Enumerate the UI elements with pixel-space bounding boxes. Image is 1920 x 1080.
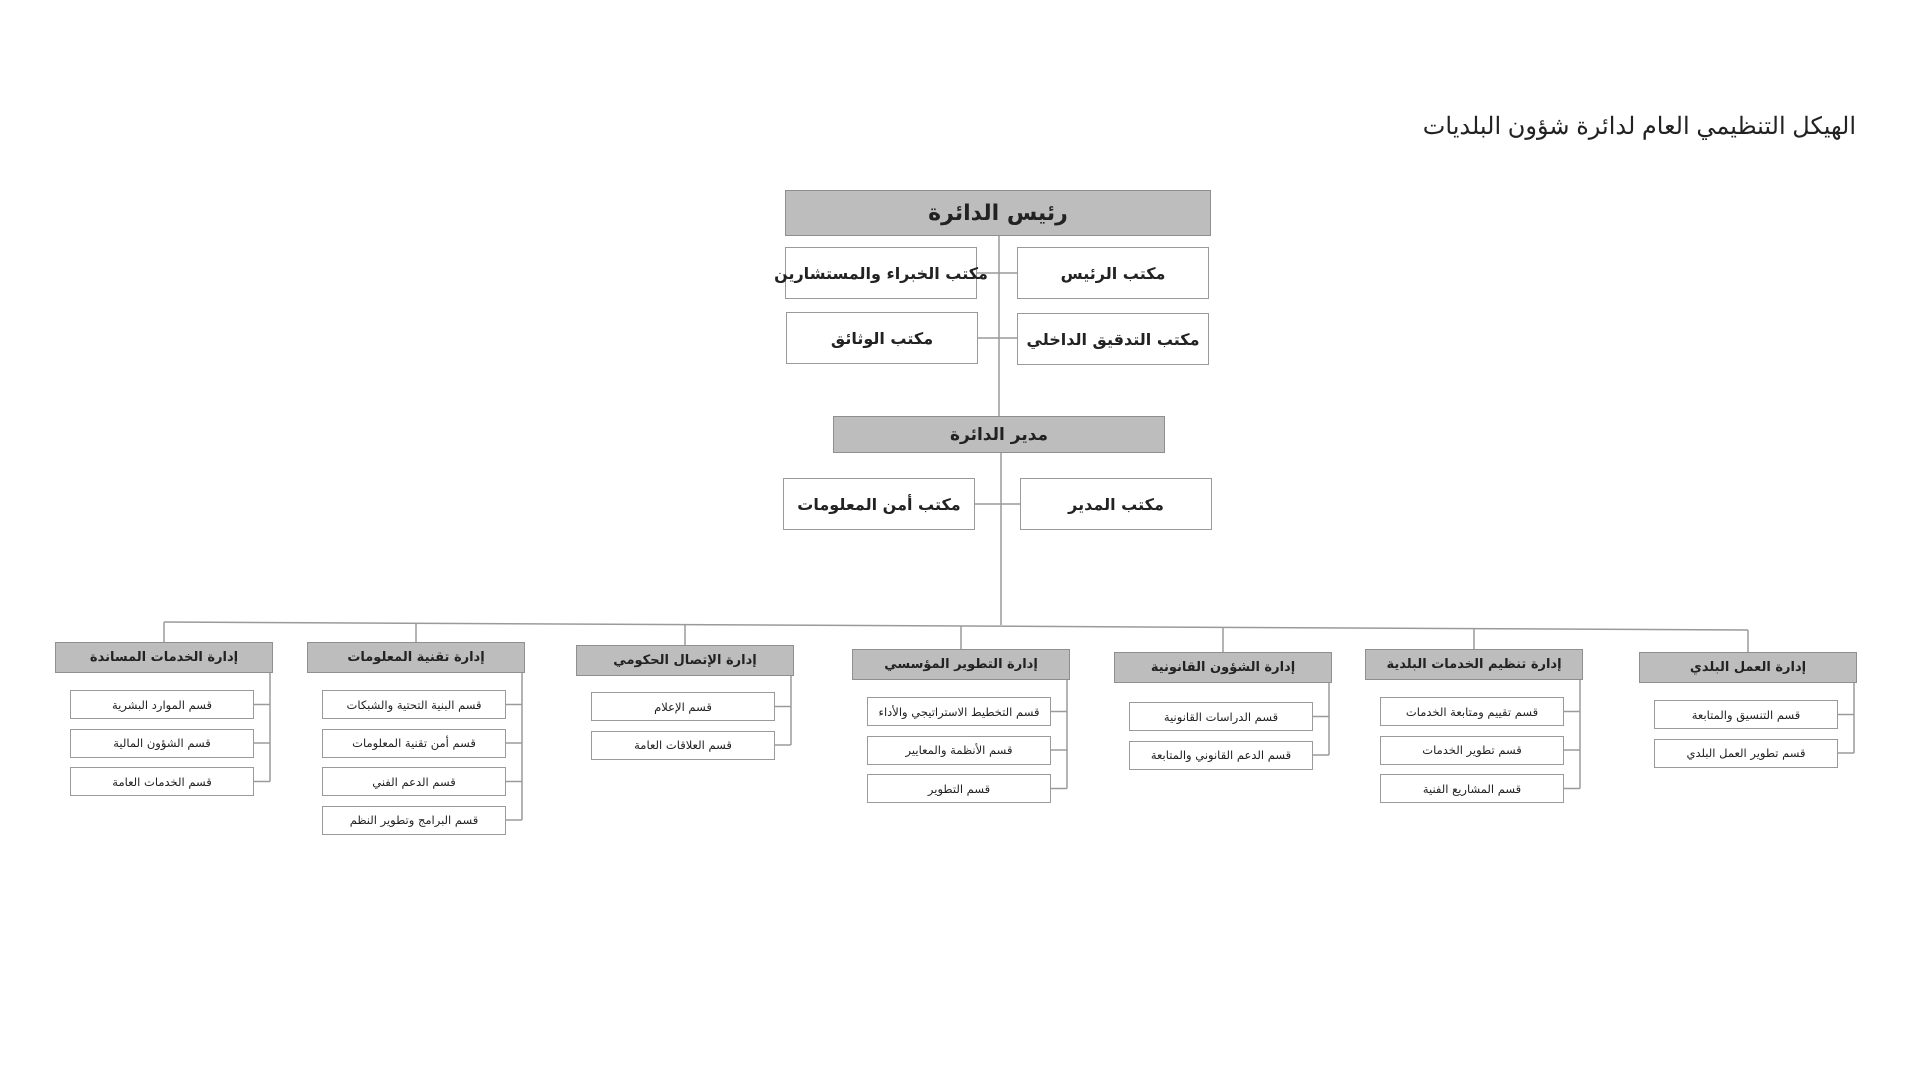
audit-office-box: مكتب التدقيق الداخلي <box>1017 313 1209 365</box>
section-box: قسم المشاريع الفنية <box>1380 774 1564 803</box>
page-title: الهيكل التنظيمي العام لدائرة شؤون البلديات <box>1422 113 1856 140</box>
director-box: مدير الدائرة <box>833 416 1165 453</box>
section-box: قسم تطوير الخدمات <box>1380 736 1564 765</box>
chairman-office-box: مكتب الرئيس <box>1017 247 1209 299</box>
section-box: قسم التطوير <box>867 774 1051 803</box>
section-box: قسم البنية التحتية والشبكات <box>322 690 506 719</box>
chairman-box: رئيس الدائرة <box>785 190 1211 236</box>
section-box: قسم الشؤون المالية <box>70 729 254 758</box>
section-box: قسم البرامج وتطوير النظم <box>322 806 506 835</box>
section-box: قسم الإعلام <box>591 692 775 721</box>
department-header: إدارة تقنية المعلومات <box>307 642 525 673</box>
section-box: قسم الدعم القانوني والمتابعة <box>1129 741 1313 770</box>
section-box: قسم تطوير العمل البلدي <box>1654 739 1838 768</box>
department-header: إدارة الشؤون القانونية <box>1114 652 1332 683</box>
section-box: قسم الأنظمة والمعايير <box>867 736 1051 765</box>
section-box: قسم الموارد البشرية <box>70 690 254 719</box>
section-box: قسم أمن تقنية المعلومات <box>322 729 506 758</box>
department-header: إدارة الإتصال الحكومي <box>576 645 794 676</box>
section-box: قسم التنسيق والمتابعة <box>1654 700 1838 729</box>
department-header: إدارة التطوير المؤسسي <box>852 649 1070 680</box>
director-office-box: مكتب المدير <box>1020 478 1212 530</box>
section-box: قسم الدراسات القانونية <box>1129 702 1313 731</box>
section-box: قسم الخدمات العامة <box>70 767 254 796</box>
experts-office-box: مكتب الخبراء والمستشارين <box>785 247 977 299</box>
department-header: إدارة الخدمات المساندة <box>55 642 273 673</box>
section-box: قسم التخطيط الاستراتيجي والأداء <box>867 697 1051 726</box>
section-box: قسم الدعم الفني <box>322 767 506 796</box>
department-header: إدارة العمل البلدي <box>1639 652 1857 683</box>
departments-bus <box>164 622 1748 630</box>
infosec-office-box: مكتب أمن المعلومات <box>783 478 975 530</box>
documents-office-box: مكتب الوثائق <box>786 312 978 364</box>
section-box: قسم العلاقات العامة <box>591 731 775 760</box>
department-header: إدارة تنظيم الخدمات البلدية <box>1365 649 1583 680</box>
section-box: قسم تقييم ومتابعة الخدمات <box>1380 697 1564 726</box>
